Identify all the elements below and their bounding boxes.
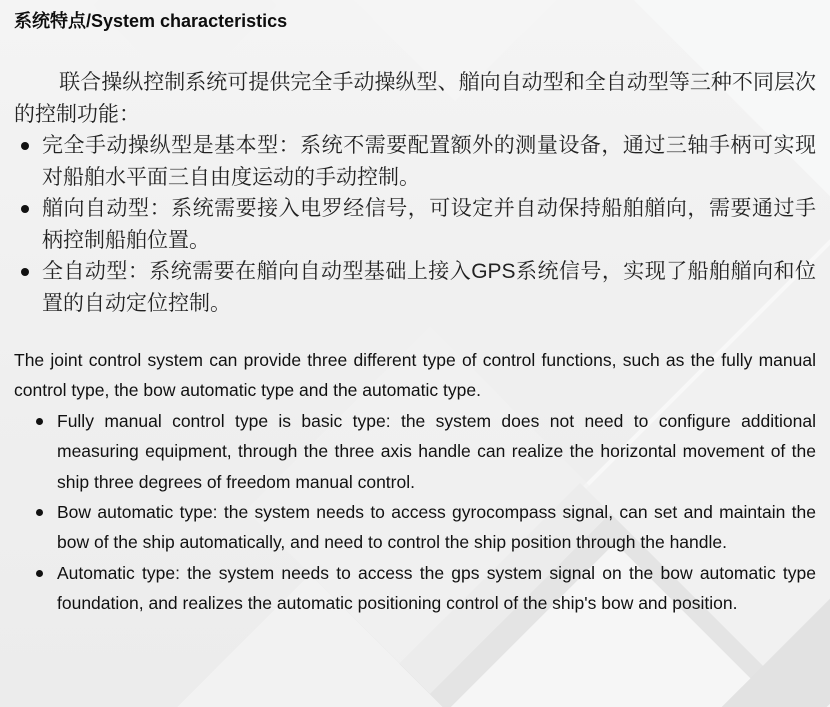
english-intro-paragraph: The joint control system can provide three different type of control functions, such as the fully manual control type, the bow automatic type and the automatic type. (14, 350, 816, 401)
bullet-dot-icon (36, 418, 43, 425)
chinese-bullet-text: 完全手动操纵型是基本型：系统不需要配置额外的测量设备，通过三轴手柄可实现对船舶水平面三自由度运动的手动控制。 (42, 134, 816, 189)
chinese-bullet-list (14, 130, 816, 319)
list-item (14, 497, 816, 558)
bullet-dot-icon (21, 142, 29, 150)
english-bullet-text: Bow automatic type: the system needs to access gyrocompass signal, can set and maintain the bow of the ship automatically, and need to control the ship position through the handle. (57, 502, 816, 553)
bullet-dot-icon (21, 268, 29, 276)
bullet-dot-icon (36, 509, 43, 516)
page-title: 系统特点/System characteristics (14, 11, 288, 31)
english-bullet-list (14, 406, 816, 619)
bullet-dot-icon (36, 570, 43, 577)
list-item (14, 558, 816, 619)
list-item (14, 130, 816, 193)
bullet-dot-icon (21, 205, 29, 213)
chinese-intro-paragraph: 联合操纵控制系统可提供完全手动操纵型、艏向自动型和全自动型等三种不同层次的控制功能： (14, 71, 816, 126)
list-item (14, 193, 816, 256)
english-bullet-text: Automatic type: the system needs to access the gps system signal on the bow automatic type foundation, and realizes the automatic positioning control of the ship's bow and position. (57, 562, 816, 614)
english-bullet-text: Fully manual control type is basic type: the system does not need to configure additional measuring equipment, through the three axis handle can realize the horizontal movement of the ship three degrees of freedom manual control. (57, 410, 816, 492)
chinese-bullet-text: 艏向自动型：系统需要接入电罗经信号，可设定并自动保持船舶艏向，需要通过手柄控制船舶位置。 (42, 197, 816, 252)
chinese-bullet-text: 全自动型：系统需要在艏向自动型基础上接入GPS系统信号，实现了船舶艏向和位置的自动定位控制。 (42, 260, 816, 315)
list-item (14, 406, 816, 497)
list-item (14, 256, 816, 319)
